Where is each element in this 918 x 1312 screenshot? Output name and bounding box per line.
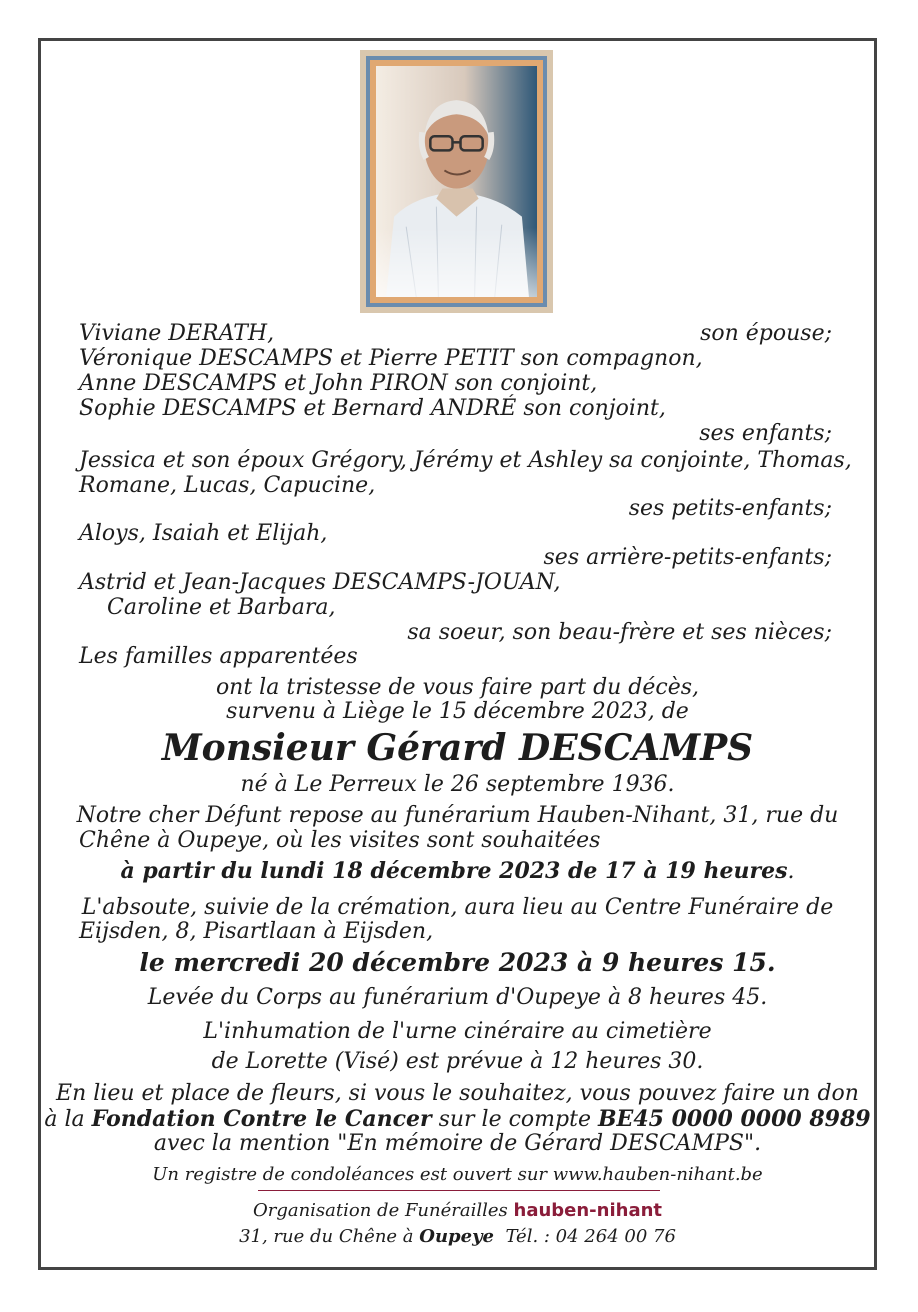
portrait-photo bbox=[376, 66, 537, 297]
spouse-name: Viviane DERATH, bbox=[79, 321, 275, 346]
grandchildren-line-1: Jessica et son époux Grégory, Jérémy et Ashley sa conjointe, Thomas, bbox=[79, 448, 852, 473]
sister-role: sa soeur, son beau-frère et ses nièces; bbox=[407, 620, 832, 645]
ceremony-line-2: Eijsden, 8, Pisartlaan à Eijsden, bbox=[79, 919, 434, 944]
donation-line-1: En lieu et place de fleurs, si vous le souhaitez, vous pouvez faire un don bbox=[56, 1081, 859, 1106]
visitation-dates bbox=[40, 859, 875, 884]
donation-line-2 bbox=[40, 1107, 875, 1132]
grandchildren-role: ses petits-enfants; bbox=[628, 496, 832, 521]
child-line-1: Véronique DESCAMPS et Pierre PETIT son compagnon, bbox=[79, 346, 703, 371]
visitation-dates-end: . bbox=[787, 859, 795, 884]
levee-line: Levée du Corps au funérarium d'Oupeye à 8 heures 45. bbox=[147, 985, 768, 1010]
great-grandchildren: Aloys, Isaiah et Elijah, bbox=[79, 521, 328, 546]
visitation-line-2: Chêne à Oupeye, où les visites sont souhaitées bbox=[79, 828, 601, 853]
sister-line: Astrid et Jean-Jacques DESCAMPS-JOUAN, bbox=[79, 570, 561, 595]
nieces-line: Caroline et Barbara, bbox=[107, 595, 336, 620]
visitation-line-1: Notre cher Défunt repose au funérarium Hauben-Nihant, 31, rue du bbox=[76, 803, 839, 828]
org-label: Organisation de Funérailles bbox=[252, 1200, 514, 1221]
announcement-line-2: survenu à Liège le 15 décembre 2023, de bbox=[226, 699, 689, 724]
footer-organisation bbox=[40, 1199, 875, 1223]
footer-divider bbox=[258, 1190, 660, 1191]
donation-prefix: à la bbox=[44, 1107, 92, 1132]
address-street: 31, rue du Chêne à bbox=[239, 1226, 420, 1247]
registry-line: Un registre de condoléances est ouvert sur www.hauben-nihant.be bbox=[152, 1164, 763, 1185]
visitation-dates-bold: à partir du lundi 18 décembre 2023 de 17 à 19 heures bbox=[120, 858, 788, 884]
bank-account: BE45 0000 0000 8989 bbox=[597, 1106, 871, 1132]
phone-number: Tél. : 04 264 00 76 bbox=[505, 1226, 676, 1247]
portrait-frame bbox=[360, 50, 553, 313]
urn-line-2: de Lorette (Visé) est prévue à 12 heures 30. bbox=[211, 1049, 704, 1074]
urn-line-1: L'inhumation de l'urne cinéraire au cimetière bbox=[203, 1019, 712, 1044]
brand-logo: hauben-nihant bbox=[513, 1200, 663, 1221]
birth-line: né à Le Perreux le 26 septembre 1936. bbox=[240, 772, 675, 797]
related-families: Les familles apparentées bbox=[79, 644, 358, 669]
spouse-role: son épouse; bbox=[700, 321, 832, 346]
donation-middle: sur le compte bbox=[431, 1107, 598, 1132]
child-line-3: Sophie DESCAMPS et Bernard ANDRÉ son conjoint, bbox=[79, 396, 666, 421]
grandchildren-line-2: Romane, Lucas, Capucine, bbox=[79, 473, 376, 498]
ceremony-date: le mercredi 20 décembre 2023 à 9 heures 15. bbox=[139, 948, 776, 977]
children-role: ses enfants; bbox=[699, 421, 832, 446]
ceremony-line-1: L'absoute, suivie de la crémation, aura lieu au Centre Funéraire de bbox=[81, 895, 834, 920]
child-line-2: Anne DESCAMPS et John PIRON son conjoint, bbox=[79, 371, 598, 396]
announcement-line-1: ont la tristesse de vous faire part du décès, bbox=[215, 675, 700, 700]
deceased-name: Monsieur Gérard DESCAMPS bbox=[161, 727, 754, 769]
donation-line-3: avec la mention "En mémoire de Gérard DESCAMPS". bbox=[153, 1131, 762, 1156]
footer-address bbox=[40, 1225, 875, 1249]
foundation-name: Fondation Contre le Cancer bbox=[91, 1106, 432, 1132]
great-grandchildren-role: ses arrière-petits-enfants; bbox=[543, 545, 832, 570]
address-town: Oupeye bbox=[419, 1226, 494, 1247]
